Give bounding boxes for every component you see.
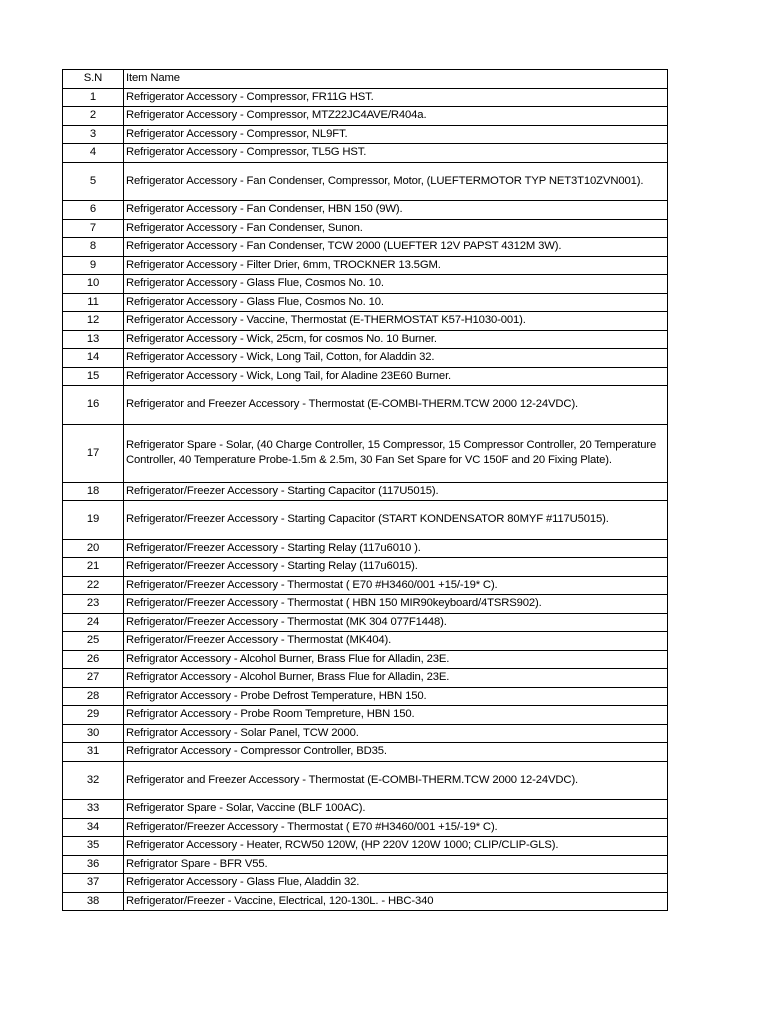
cell-sn: 29: [63, 706, 124, 725]
cell-item-name: Refrigerator and Freezer Accessory - Thermostat (E-COMBI-THERM.TCW 2000 12-24VDC).: [124, 761, 668, 800]
table-row: [63, 874, 668, 893]
cell-sn: 9: [63, 256, 124, 275]
cell-sn: 14: [63, 349, 124, 368]
cell-sn: 5: [63, 162, 124, 201]
cell-item-name: Refrigrator Accessory - Alcohol Burner, Brass Flue for Alladin, 23E.: [124, 669, 668, 688]
cell-sn: 4: [63, 144, 124, 163]
cell-sn: 20: [63, 539, 124, 558]
cell-sn: 28: [63, 687, 124, 706]
table-row: [63, 424, 668, 482]
table-row: [63, 576, 668, 595]
table-row: [63, 706, 668, 725]
cell-sn: 32: [63, 761, 124, 800]
table-row: [63, 632, 668, 651]
cell-item-name: Refrigerator Accessory - Fan Condenser, Compressor, Motor, (LUEFTERMOTOR TYP NET3T10ZVN001).: [124, 162, 668, 201]
table-row: [63, 162, 668, 201]
cell-sn: 30: [63, 724, 124, 743]
cell-item-name: Refrigerator Accessory - Wick, Long Tail, for Aladine 23E60 Burner.: [124, 367, 668, 386]
table-row: [63, 88, 668, 107]
cell-item-name: Refrigerator Accessory - Fan Condenser, HBN 150 (9W).: [124, 201, 668, 220]
cell-sn: 37: [63, 874, 124, 893]
table-row: [63, 837, 668, 856]
cell-item-name: Refrigerator Accessory - Compressor, NL9FT.: [124, 125, 668, 144]
table-row: [63, 687, 668, 706]
cell-item-name: Refrigerator Accessory - Fan Condenser, Sunon.: [124, 219, 668, 238]
cell-sn: 16: [63, 386, 124, 425]
table-row: [63, 743, 668, 762]
cell-sn: 34: [63, 818, 124, 837]
cell-sn: 1: [63, 88, 124, 107]
table-row: [63, 107, 668, 126]
cell-sn: 8: [63, 238, 124, 257]
cell-item-name: Refrigerator/Freezer Accessory - Thermostat ( HBN 150 MIR90keyboard/4TSRS902).: [124, 595, 668, 614]
cell-item-name: Refrigerator/Freezer Accessory - Thermostat ( E70 #H3460/001 +15/-19* C).: [124, 576, 668, 595]
cell-item-name: Refrigerator/Freezer Accessory - Starting Relay (117u6015).: [124, 558, 668, 577]
cell-item-name: Refrigerator Accessory - Glass Flue, Aladdin 32.: [124, 874, 668, 893]
table-row: [63, 219, 668, 238]
cell-item-name: Refrigerator and Freezer Accessory - Thermostat (E-COMBI-THERM.TCW 2000 12-24VDC).: [124, 386, 668, 425]
header-item-name: Item Name: [124, 70, 668, 89]
cell-sn: 18: [63, 482, 124, 501]
table-row: [63, 312, 668, 331]
cell-item-name: Refrigrator Accessory - Probe Defrost Temperature, HBN 150.: [124, 687, 668, 706]
cell-sn: 2: [63, 107, 124, 126]
cell-sn: 25: [63, 632, 124, 651]
cell-item-name: Refrigrator Spare - BFR V55.: [124, 855, 668, 874]
cell-sn: 11: [63, 293, 124, 312]
cell-item-name: Refrigerator Accessory - Glass Flue, Cosmos No. 10.: [124, 293, 668, 312]
cell-item-name: Refrigrator Accessory - Compressor Controller, BD35.: [124, 743, 668, 762]
table-row: [63, 595, 668, 614]
cell-item-name: Refrigerator/Freezer Accessory - Starting Capacitor (START KONDENSATOR 80MYF #117U5015).: [124, 501, 668, 540]
cell-sn: 21: [63, 558, 124, 577]
cell-sn: 31: [63, 743, 124, 762]
table-body: [63, 88, 668, 911]
table-row: [63, 558, 668, 577]
cell-item-name: Refrigerator/Freezer Accessory - Thermostat (MK 304 077F1448).: [124, 613, 668, 632]
cell-sn: 19: [63, 501, 124, 540]
table-row: [63, 650, 668, 669]
cell-sn: 26: [63, 650, 124, 669]
table-row: [63, 761, 668, 800]
table-row: [63, 482, 668, 501]
cell-item-name: Refrigerator/Freezer Accessory - Starting Relay (117u6010 ).: [124, 539, 668, 558]
cell-sn: 7: [63, 219, 124, 238]
cell-item-name: Refrigerator Accessory - Compressor, MTZ22JC4AVE/R404a.: [124, 107, 668, 126]
cell-sn: 22: [63, 576, 124, 595]
cell-item-name: Refrigerator Spare - Solar, (40 Charge Controller, 15 Compressor, 15 Compressor Controller, 20 Temperature Controller, 40 Temperature Probe-1.5m & 2.5m, 30 Fan Set Spare for VC 150F and 20 Fixing Plate).: [124, 424, 668, 482]
table-row: [63, 367, 668, 386]
cell-item-name: Refrigerator Accessory - Compressor, TL5G HST.: [124, 144, 668, 163]
cell-item-name: Refrigrator Accessory - Probe Room Tempreture, HBN 150.: [124, 706, 668, 725]
cell-item-name: Refrigerator Accessory - Glass Flue, Cosmos No. 10.: [124, 275, 668, 294]
items-table: [62, 69, 668, 911]
table-row: [63, 818, 668, 837]
cell-item-name: Refrigerator Accessory - Filter Drier, 6mm, TROCKNER 13.5GM.: [124, 256, 668, 275]
cell-item-name: Refrigerator/Freezer Accessory - Thermostat (MK404).: [124, 632, 668, 651]
cell-item-name: Refrigrator Accessory - Alcohol Burner, Brass Flue for Alladin, 23E.: [124, 650, 668, 669]
table-row: [63, 800, 668, 819]
table-row: [63, 201, 668, 220]
cell-item-name: Refrigerator Accessory - Fan Condenser, TCW 2000 (LUEFTER 12V PAPST 4312M 3W).: [124, 238, 668, 257]
header-sn: S.N: [63, 70, 124, 89]
cell-item-name: Refrigerator/Freezer Accessory - Starting Capacitor (117U5015).: [124, 482, 668, 501]
cell-sn: 15: [63, 367, 124, 386]
cell-item-name: Refrigerator Spare - Solar, Vaccine (BLF 100AC).: [124, 800, 668, 819]
table-row: [63, 892, 668, 911]
table-row: [63, 613, 668, 632]
table-row: [63, 724, 668, 743]
cell-sn: 13: [63, 330, 124, 349]
cell-sn: 10: [63, 275, 124, 294]
cell-item-name: Refrigerator Accessory - Vaccine, Thermostat (E-THERMOSTAT K57-H1030-001).: [124, 312, 668, 331]
cell-sn: 33: [63, 800, 124, 819]
cell-sn: 36: [63, 855, 124, 874]
cell-item-name: Refrigerator/Freezer - Vaccine, Electrical, 120-130L. - HBC-340: [124, 892, 668, 911]
cell-item-name: Refrigerator Accessory - Heater, RCW50 120W, (HP 220V 120W 1000; CLIP/CLIP-GLS).: [124, 837, 668, 856]
cell-sn: 38: [63, 892, 124, 911]
cell-sn: 23: [63, 595, 124, 614]
table-row: [63, 275, 668, 294]
table-row: [63, 539, 668, 558]
cell-sn: 3: [63, 125, 124, 144]
cell-sn: 12: [63, 312, 124, 331]
cell-sn: 6: [63, 201, 124, 220]
table-row: [63, 855, 668, 874]
table-row: [63, 125, 668, 144]
cell-sn: 17: [63, 424, 124, 482]
table-row: [63, 256, 668, 275]
cell-item-name: Refrigerator Accessory - Compressor, FR11G HST.: [124, 88, 668, 107]
cell-item-name: Refrigerator Accessory - Wick, Long Tail, Cotton, for Aladdin 32.: [124, 349, 668, 368]
table-row: [63, 144, 668, 163]
cell-sn: 24: [63, 613, 124, 632]
table-row: [63, 669, 668, 688]
table-row: [63, 501, 668, 540]
table-row: [63, 330, 668, 349]
cell-item-name: Refrigerator/Freezer Accessory - Thermostat ( E70 #H3460/001 +15/-19* C).: [124, 818, 668, 837]
table-row: [63, 238, 668, 257]
table-row: [63, 386, 668, 425]
cell-item-name: Refrigerator Accessory - Wick, 25cm, for cosmos No. 10 Burner.: [124, 330, 668, 349]
table-row: [63, 349, 668, 368]
cell-sn: 27: [63, 669, 124, 688]
cell-sn: 35: [63, 837, 124, 856]
cell-item-name: Refrigrator Accessory - Solar Panel, TCW 2000.: [124, 724, 668, 743]
header-row: [63, 70, 668, 89]
table-row: [63, 293, 668, 312]
